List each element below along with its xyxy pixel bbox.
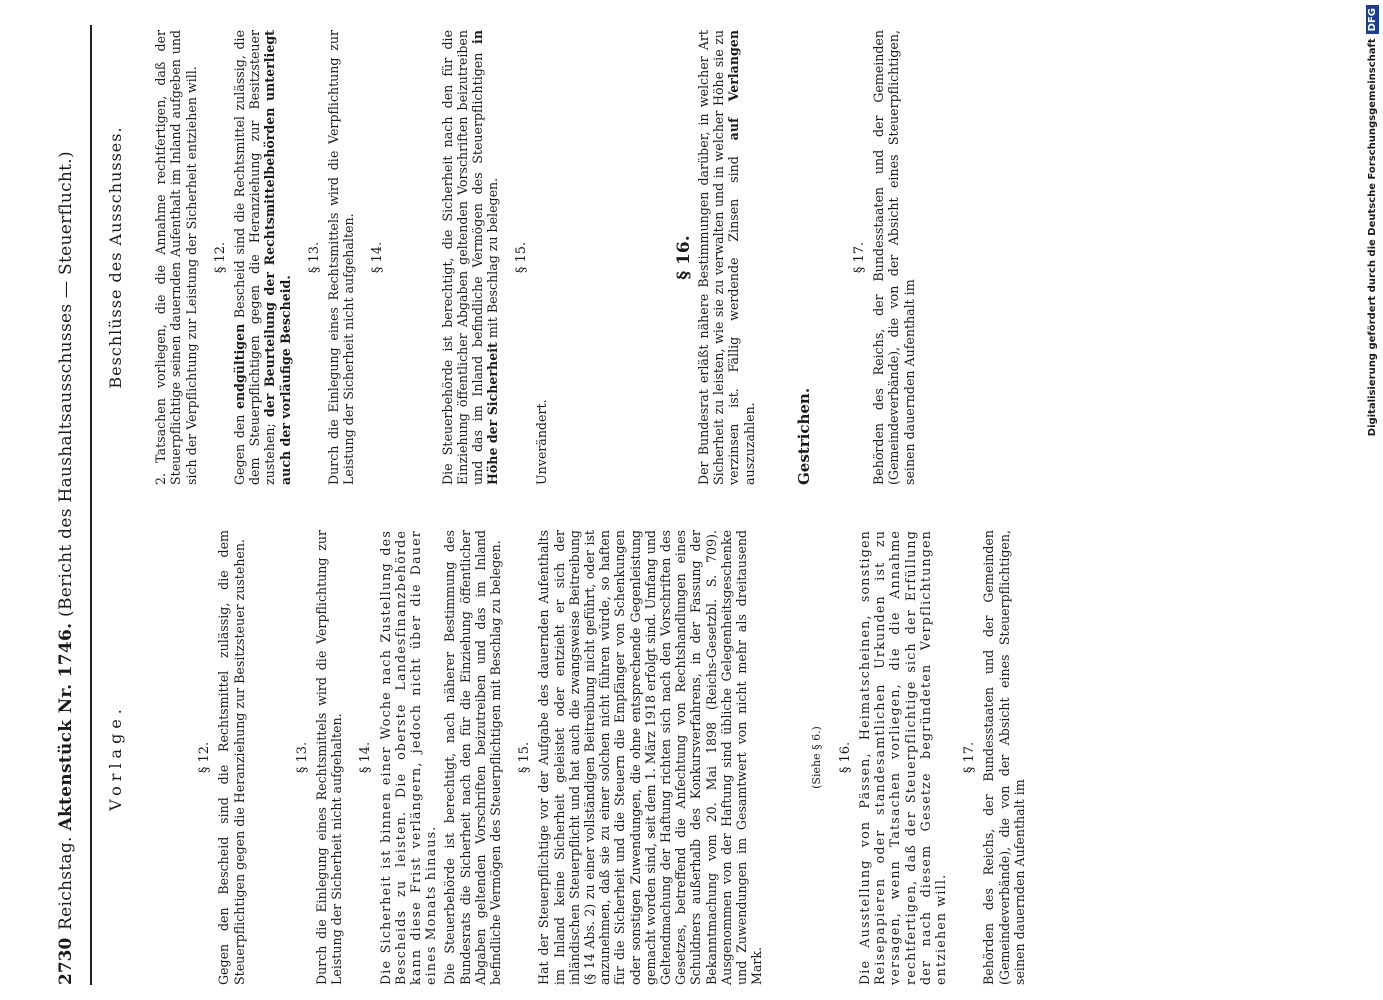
r12-part-d: der Beurteilung der Rechtsmittelbehörden unterliegt auch der vorläufige Bescheid. xyxy=(262,30,293,485)
page-header xyxy=(50,25,92,985)
r-section-13-text: Durch die Einlegung eines Rechtsmittels wird die Verpflichtung zur Leistung der Sicherheit nicht aufgehalten. xyxy=(326,30,357,485)
r-section-13-title: § 13. xyxy=(306,241,322,274)
r-section-16-title: § 16. xyxy=(673,235,694,280)
gestrichen-note: Gestrichen. xyxy=(794,387,813,485)
r-section-16-text xyxy=(696,30,757,485)
r12-part-c: Bescheid sind die Rechtsmittel zulässig, die dem Steuerpflichtigen gegen die Heranziehung zur Besitzsteuer zustehen; xyxy=(232,30,278,485)
r14-part-c: mit Beschlag zu belegen. xyxy=(485,177,501,343)
section-17-text: Behörden des Reichs, der Bundesstaaten und der Gemeinden (Gemeindeverbände), die von der Absicht eines Steuerpflichtigen, seinen dauernden Aufenthalt im xyxy=(981,530,1027,985)
r-section-17-title: § 17. xyxy=(852,241,868,274)
r-section-14-text xyxy=(440,30,501,485)
r16-part-a: Der Bundesrat erläßt nähere Bestimmungen darüber, in welcher Art Sicherheit zu leisten, wie sie zu verwalten und in welcher Höhe sie zu verzinsen ist. Fällig werdende Zinsen sind xyxy=(696,30,742,485)
page-number: 2730 xyxy=(56,937,76,985)
column-heading-vorlage: Vorlage. xyxy=(106,704,125,811)
r-section-15-title: § 15. xyxy=(514,241,530,274)
section-12-text: Gegen den Bescheid sind die Rechtsmittel zulässig, die dem Steuerpflichtigen gegen die Heranziehung zur Besitzsteuer zustehen. xyxy=(216,530,247,985)
section-14-para-1: Die Sicherheit ist binnen einer Woche nach Zustellung des Bescheids zu leisten. Die oberste Landesfinanzbehörde kann diese Frist verlängern, jedoch nicht über die Dauer eines Monats hinaus. xyxy=(377,530,439,985)
section-14-title: § 14. xyxy=(358,741,374,774)
running-title-post: (Bericht des Haushaltsausschusses — Steuerflucht.) xyxy=(56,151,76,617)
unveraendert-note: Unverändert. xyxy=(533,399,549,485)
r-section-14-title: § 14. xyxy=(370,241,386,274)
r-section-17-text: Behörden des Reichs, der Bundesstaaten und der Gemeinden (Gemeindeverbände), die von der Absicht eines Steuerpflichtigen, seinen dauernden Aufenthalt im xyxy=(871,30,917,485)
column-vorlage xyxy=(100,530,1031,985)
item-2-text: 2. Tatsachen vorliegen, die die Annahme rechtfertigen, daß der Steuerpflichtige seinen dauernden Aufenthalt im Inland aufgeben und sich der Verpflichtung zur Leistung der Sicherheit entziehen will. xyxy=(153,30,199,485)
digitization-text: Digitalisierung gefördert durch die Deutsche Forschungsgemeinschaft xyxy=(1366,38,1378,437)
running-title-pre: Reichstag. xyxy=(56,836,76,930)
r16-part-c: auszuzahlen. xyxy=(741,402,757,485)
running-title-bold: Aktenstück Nr. 1746. xyxy=(56,622,76,831)
r14-part-a: Die Steuerbehörde ist berechtigt, die Sicherheit nach den für die Einziehung öffentlicher Abgaben geltenden Vorschriften beizutreiben und das im Inland befindliche Vermögen des Steuerpflichtigen xyxy=(439,30,486,485)
section-16-title: § 16. xyxy=(837,741,853,774)
section-15-title: § 15. xyxy=(517,741,533,774)
section-12-title: § 12. xyxy=(197,741,213,774)
section-15-text: Hat der Steuerpflichtige vor der Aufgabe des dauernden Aufenthalts im Inland keine Sicherheit geleistet oder entzieht er sich der inländischen Steuerpflicht und hat auch die zwangsweise Beitreibung (§ 14 Abs. 2) zu einer vollständigen Beitreibung nicht geführt, oder ist anzunehmen, daß sie zu einer solchen nicht führen würde, so haften für die Sicherheit und die Steuern die Empfänger von Schenkungen oder sonstigen Zuwendungen, die ohne entsprechende Gegenleistung gemacht worden sind, seit dem 1. März 1918 erfolgt sind. Umfang und Geltendmachung der Haftung richten sich nach den Vorschriften des Gesetzes, betreffend die Anfechtung von Rechtshandlungen eines Schuldners außerhalb des Konkursverfahrens, in der Fassung der Bekanntmachung vom 20. Mai 1898 (Reichs-Gesetzbl. S. 709). Ausgenommen von der Haftung sind übliche Gelegenheitsgeschenke und Zuwendungen im Gesamtwert von nicht mehr als dreitausend Mark. xyxy=(536,530,765,985)
running-title xyxy=(56,151,76,930)
column-heading-beschluesse: Beschlüsse des Ausschusses. xyxy=(106,126,125,389)
dfg-logo: DFG xyxy=(1366,5,1379,34)
column-beschluesse xyxy=(100,30,921,485)
section-14-para-2: Die Steuerbehörde ist berechtigt, nach näherer Bestimmung des Bundesrats die Sicherheit nach den für die Einziehung öffentlicher Abgaben geltenden Vorschriften beizutreiben und das im Inland befindliche Vermögen des Steuerpflichtigen mit Beschlag zu belegen. xyxy=(442,530,504,985)
digitization-credit xyxy=(1362,5,1382,995)
section-16-text: Die Ausstellung von Pässen, Heimatscheinen, sonstigen Reisepapieren oder standesamtlichen Urkunden ist zu versagen, wenn Tatsachen vorliegen, die die Annahme rechtfertigen, daß der Steuerpflichtige sich der Erfüllung der nach diesem Gesetze begründeten Verpflichtungen entziehen will. xyxy=(856,530,948,985)
r-section-12-text xyxy=(232,30,293,485)
siehe-note: (Siehe § 6.) xyxy=(809,726,823,789)
r16-part-b: auf Verlangen xyxy=(726,30,742,141)
document-page xyxy=(50,25,1380,985)
section-17-title: § 17. xyxy=(962,741,978,774)
r14-part-b: in Höhe der Sicherheit xyxy=(470,30,501,485)
r-section-12-title: § 12. xyxy=(212,241,228,274)
section-13-text: Durch die Einlegung eines Rechtsmittels wird die Verpflichtung zur Leistung der Sicherheit nicht aufgehalten. xyxy=(314,530,345,985)
r12-part-b: endgültigen xyxy=(232,323,248,410)
section-13-title: § 13. xyxy=(294,741,310,774)
r12-part-a: Gegen den xyxy=(232,409,248,485)
